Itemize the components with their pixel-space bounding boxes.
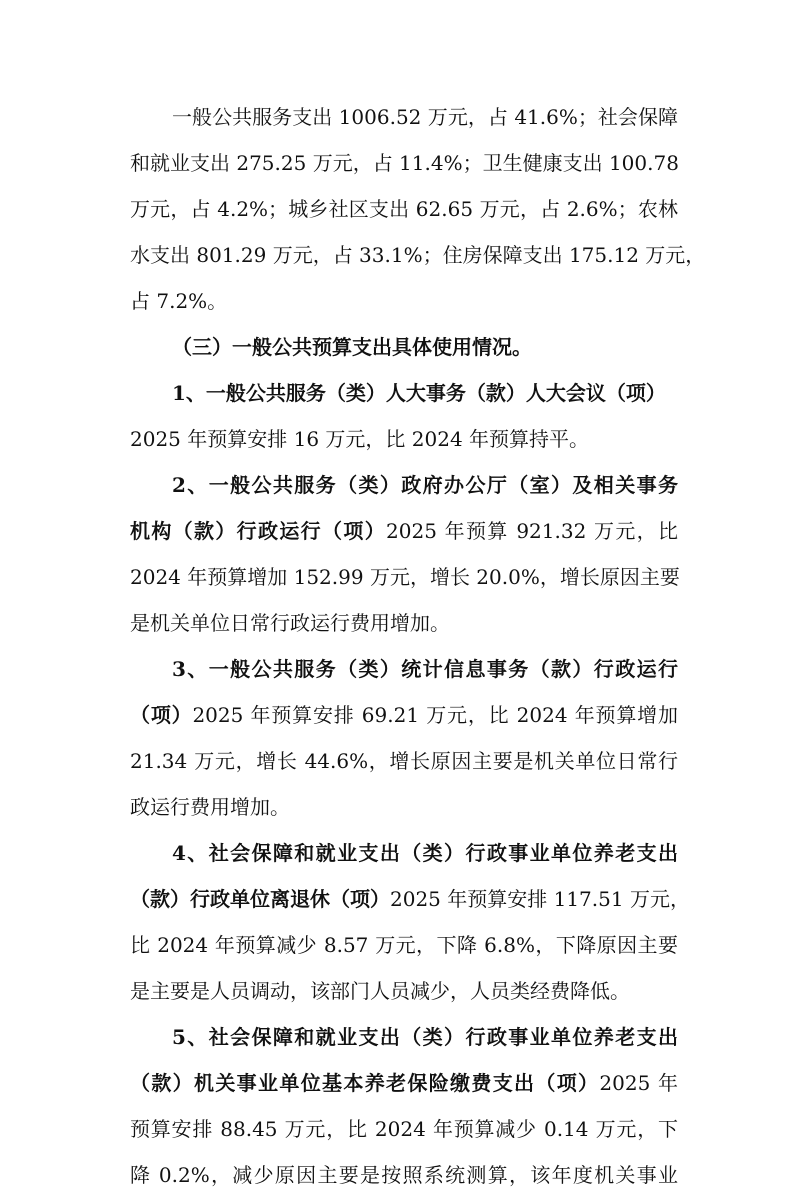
item-5-title: 5、社会保障和就业支出（类）行政事业单位养老支出 <box>172 1025 678 1049</box>
item-2-text: 2025 年预算 921.32 万元，比 <box>386 519 679 543</box>
item-2-title: 2、一般公共服务（类）政府办公厅（室）及相关事务 <box>172 473 678 497</box>
item-1-text: 2025 年预算安排 16 万元，比 2024 年预算持平。 <box>130 427 590 451</box>
summary-line: 水支出 801.29 万元，占 33.1%；住房保障支出 175.12 万元， <box>130 243 706 267</box>
item-5-text: 2025 年 <box>599 1071 678 1095</box>
item-4-text: 比 2024 年预算减少 8.57 万元，下降 6.8%，下降原因主要 <box>130 933 678 957</box>
item-3-title-cont: （项） <box>130 703 193 727</box>
item-3-text: 2025 年预算安排 69.21 万元，比 2024 年预算增加 <box>192 703 678 727</box>
item-4-line <box>130 876 690 922</box>
item-3-text: 21.34 万元，增长 44.6%，增长原因主要是机关单位日常行 <box>130 749 678 773</box>
item-2-text: 是机关单位日常行政运行费用增加。 <box>130 611 450 635</box>
item-5-text: 降 0.2%，减少原因主要是按照系统测算，该年度机关事业 <box>130 1163 678 1187</box>
item-1-title: 1、一般公共服务（类）人大事务（款）人大会议（项） <box>172 381 666 405</box>
item-2-title-cont: 机构（款）行政运行（项） <box>130 519 387 543</box>
section-heading: （三）一般公共预算支出具体使用情况。 <box>172 335 532 359</box>
item-4-title-cont: （款）行政单位离退休（项） <box>130 887 390 911</box>
item-5-text: 预算安排 88.45 万元，比 2024 年预算减少 0.14 万元，下 <box>130 1117 678 1141</box>
summary-line: 和就业支出 275.25 万元，占 11.4%；卫生健康支出 100.78 <box>130 151 679 175</box>
item-5-title-cont: （款）机关事业单位基本养老保险缴费支出（项） <box>130 1071 600 1095</box>
item-4-title: 4、社会保障和就业支出（类）行政事业单位养老支出 <box>172 841 678 865</box>
item-5-line <box>130 1060 678 1106</box>
item-3-text: 政运行费用增加。 <box>130 795 290 819</box>
item-3-title: 3、一般公共服务（类）统计信息事务（款）行政运行 <box>172 657 678 681</box>
summary-line: 占 7.2%。 <box>130 289 228 313</box>
item-2-text: 2024 年预算增加 152.99 万元，增长 20.0%，增长原因主要 <box>130 565 680 589</box>
item-2-line <box>130 508 678 554</box>
item-3-line <box>130 692 678 738</box>
document-body <box>130 94 706 1198</box>
item-4-text: 2025 年预算安排 117.51 万元， <box>390 887 690 911</box>
item-4-text: 是主要是人员调动，该部门人员减少，人员类经费降低。 <box>130 979 630 1003</box>
summary-line: 万元，占 4.2%；城乡社区支出 62.65 万元，占 2.6%；农林 <box>130 197 678 221</box>
summary-line: 一般公共服务支出 1006.52 万元，占 41.6%；社会保障 <box>172 105 678 129</box>
